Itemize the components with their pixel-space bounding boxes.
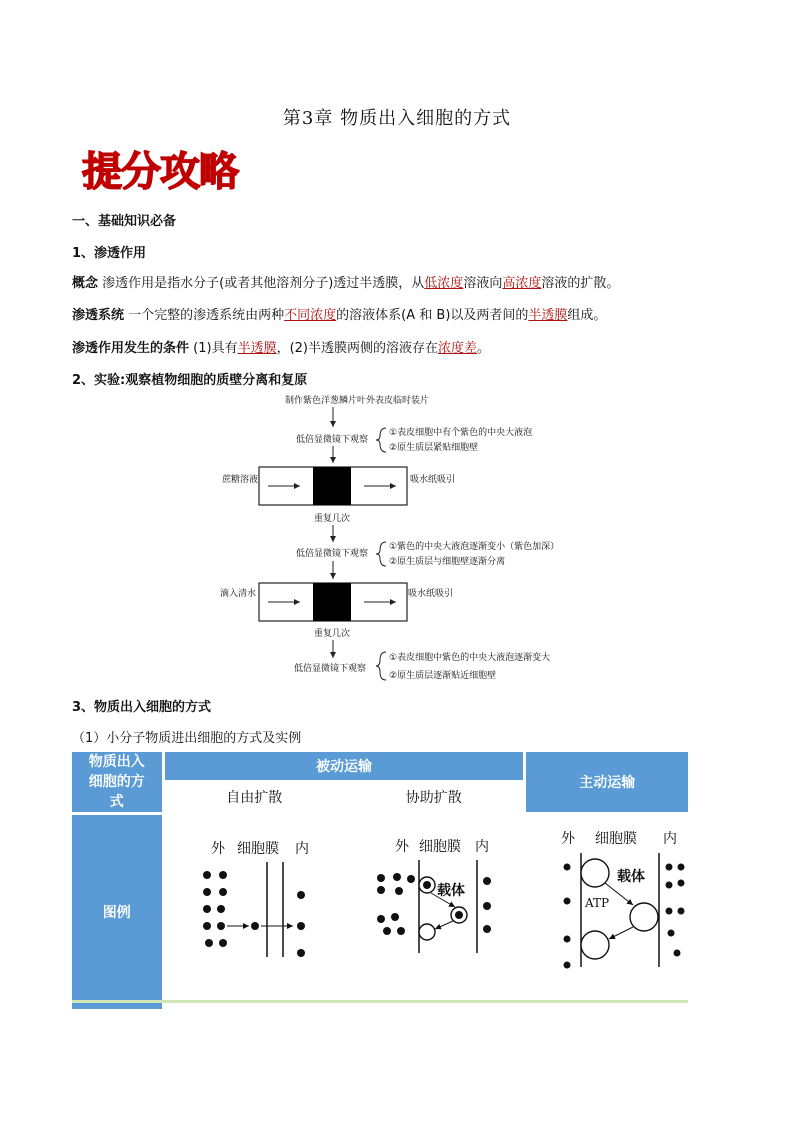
free-membrane-label: 细胞膜 — [236, 841, 279, 857]
condition-text: (1)具有 — [189, 341, 238, 356]
active-transport-diagram — [561, 830, 685, 969]
observation-1b: ②原生质层紧贴细胞壁 — [389, 443, 479, 453]
concept-line — [72, 272, 619, 291]
passive-transport-header: 被动运输 — [163, 752, 525, 781]
fac-membrane-label: 细胞膜 — [418, 839, 461, 855]
step-make-slide: 制作紫色洋葱鳞片叶外表皮临时装片 — [285, 396, 430, 406]
semipermeable-membrane: 半透膜 — [528, 308, 568, 323]
logo-text: 提分攻略 — [82, 149, 238, 195]
system-mid: 的溶液体系(A 和 B)以及两者间的 — [336, 308, 529, 323]
condition-line — [72, 337, 490, 356]
free-diffusion-header: 自由扩散 — [163, 781, 344, 813]
transport-diagrams — [165, 815, 685, 1005]
subheading-experiment: 2、实验:观察植物细胞的质壁分离和复原 — [72, 373, 308, 388]
repeat-label-1: 重复几次 — [314, 514, 351, 524]
cell-block-1 — [313, 467, 351, 505]
active-transport-header: 主动运输 — [525, 752, 688, 814]
cell-block-2 — [313, 583, 351, 621]
condition-mid: ，(2)半透膜两侧的溶液存在 — [276, 341, 439, 356]
absorb-paper-label-2: 吸水纸吸引 — [408, 589, 454, 599]
observation-1a: ①表皮细胞中有个紫色的中央大液泡 — [389, 428, 533, 438]
atp-label: ATP — [584, 896, 609, 910]
system-label: 渗透系统 — [72, 308, 125, 323]
add-water-label: 滴入清水 — [220, 589, 257, 599]
subheading-transport: 3、物质出入细胞的方式 — [72, 700, 212, 715]
condition-membrane: 半透膜 — [237, 341, 277, 356]
legend-row-label: 图例 — [72, 814, 163, 1010]
concentration-difference: 浓度差 — [438, 341, 478, 356]
act-membrane-label: 细胞膜 — [594, 831, 637, 847]
system-line — [72, 304, 606, 323]
observation-2b: ②原生质层与细胞壁逐渐分离 — [389, 557, 506, 567]
facilitated-diffusion-header: 协助扩散 — [344, 781, 525, 813]
high-concentration: 高浓度 — [502, 276, 542, 291]
observation-3b: ②原生质层逐渐贴近细胞壁 — [389, 671, 497, 681]
concept-label: 概念 — [72, 276, 99, 291]
fac-carrier-label: 载体 — [436, 883, 465, 899]
concept-mid: 溶液向 — [463, 276, 503, 291]
step-observe-2: 低倍显微镜下观察 — [296, 549, 369, 559]
different-concentration: 不同浓度 — [284, 308, 337, 323]
low-concentration: 低浓度 — [424, 276, 464, 291]
logo — [80, 145, 260, 199]
act-carrier-label: 载体 — [616, 869, 645, 885]
fac-outside-label: 外 — [394, 839, 409, 855]
free-diffusion-diagram — [203, 840, 309, 957]
small-molecule-subheading: （1）小分子物质进出细胞的方式及实例 — [72, 731, 302, 746]
subheading-osmosis: 1、渗透作用 — [72, 246, 147, 261]
step-observe-1: 低倍显微镜下观察 — [296, 435, 369, 445]
free-inside-label: 内 — [294, 841, 309, 857]
condition-end: 。 — [477, 341, 491, 356]
observation-2a: ①紫色的中央大液泡逐渐变小（紫色加深） — [389, 542, 560, 552]
system-end: 组成。 — [567, 308, 607, 323]
table-bottom-rule — [72, 1000, 688, 1003]
section-heading-basics: 一、基础知识必备 — [72, 214, 177, 229]
absorb-paper-label-1: 吸水纸吸引 — [410, 475, 456, 485]
sucrose-solution-label: 蔗糖溶液 — [222, 475, 259, 485]
facilitated-diffusion-diagram — [377, 838, 491, 953]
act-outside-label: 外 — [560, 831, 575, 847]
concept-text: 渗透作用是指水分子(或者其他溶剂分子)透过半透膜，从 — [98, 276, 425, 291]
observation-3a: ①表皮细胞中紫色的中央大液泡逐渐变大 — [389, 653, 551, 663]
experiment-flowchart — [200, 390, 620, 690]
transport-table — [72, 752, 688, 1009]
diagram-cell — [163, 814, 688, 1010]
act-inside-label: 内 — [662, 831, 677, 847]
page-title: 第3章 物质出入细胞的方式 — [282, 108, 512, 129]
step-observe-3: 低倍显微镜下观察 — [294, 664, 367, 674]
free-outside-label: 外 — [210, 841, 225, 857]
repeat-label-2: 重复几次 — [314, 629, 351, 639]
fac-inside-label: 内 — [474, 839, 489, 855]
system-text: 一个完整的渗透系统由两种 — [124, 308, 285, 323]
concept-end: 溶液的扩散。 — [541, 276, 620, 291]
condition-label: 渗透作用发生的条件 — [72, 341, 190, 356]
table-corner-header: 物质出入细胞的方式 — [72, 752, 163, 814]
